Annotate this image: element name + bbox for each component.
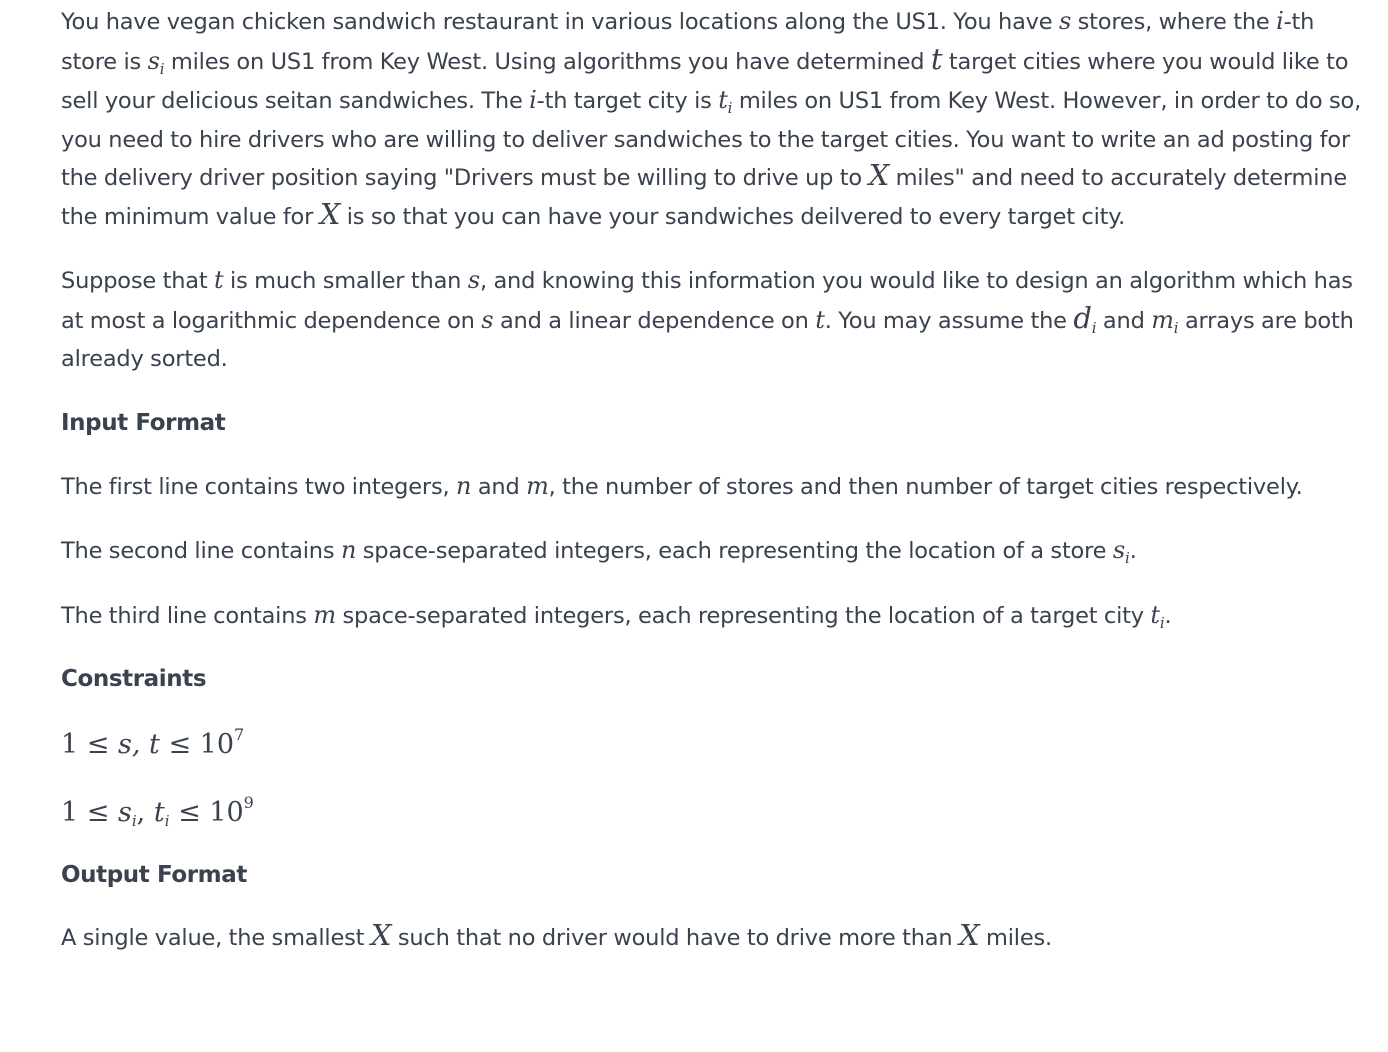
- math-var: s: [481, 305, 494, 334]
- text: miles on US1 from Key West. Using algorithms you have determined: [164, 48, 931, 75]
- math-var: d: [1073, 300, 1092, 335]
- math-var: s: [147, 46, 160, 75]
- text: arrays are both already sorted.: [61, 307, 1354, 372]
- math-var: s: [117, 797, 132, 828]
- math-var: t: [718, 86, 728, 114]
- math-var: m: [1151, 305, 1174, 334]
- text: The second line contains: [61, 538, 341, 564]
- math-exponent: 7: [234, 725, 245, 744]
- input-line-1: [61, 467, 1366, 507]
- math-var: i: [529, 86, 537, 114]
- text: . You may assume the: [824, 307, 1074, 334]
- text: such that no driver would have to drive more than: [391, 925, 959, 951]
- text: A single value, the smallest: [61, 925, 371, 951]
- text: miles on US1 from Key West. However, in order to do so, you need to hire drivers who are willing to deliver sandwiches to the target cities. You want to write an ad posting for the delivery driver position saying "Drivers must be willing to drive up to: [61, 88, 1362, 191]
- input-format-heading: Input Format: [61, 409, 226, 436]
- math-var: s: [1058, 7, 1072, 35]
- constraint-1: [61, 725, 1366, 765]
- math-var: t: [214, 266, 224, 294]
- math-number: 10: [199, 729, 235, 760]
- text: and: [471, 473, 527, 500]
- math-var: i: [1276, 7, 1284, 35]
- math-number: 1: [61, 729, 79, 760]
- text: -th target city is: [536, 88, 719, 114]
- text: miles" and need to accurately determine the minimum value for: [61, 165, 1347, 230]
- math-var: t: [815, 305, 825, 334]
- math-var: m: [313, 600, 336, 629]
- math-subscript: i: [1173, 318, 1179, 337]
- constraint-2: [61, 793, 1366, 833]
- text: The first line contains two integers,: [61, 473, 456, 500]
- output-format-heading: Output Format: [61, 862, 247, 888]
- math-subscript: i: [727, 99, 733, 117]
- text: .: [1129, 538, 1137, 564]
- math-subscript: i: [1125, 549, 1130, 567]
- text: stores, where the: [1071, 9, 1277, 35]
- math-var: X: [370, 918, 392, 952]
- math-var: t: [1150, 600, 1160, 629]
- problem-statement: [61, 0, 1366, 958]
- math-var: n: [456, 471, 472, 500]
- text: and a linear dependence on: [493, 307, 816, 334]
- math-subscript: i: [159, 59, 165, 78]
- text: is much smaller than: [223, 268, 468, 294]
- math-var: s: [1112, 536, 1126, 564]
- math-var: s, t: [117, 729, 160, 760]
- text: is so that you can have your sandwiches deilvered to every target city.: [340, 203, 1126, 230]
- math-number: 10: [209, 797, 244, 828]
- constraints-heading: Constraints: [61, 666, 207, 692]
- text: space-separated integers, each representing the location of a store: [356, 538, 1113, 564]
- math-var: X: [319, 196, 341, 231]
- input-line-2: [61, 531, 1366, 571]
- math-operator: ≤: [78, 729, 118, 760]
- intro-paragraph: [61, 2, 1366, 236]
- text: target cities where you would like to sell your delicious seitan sandwiches. The: [61, 48, 1349, 114]
- math-operator: ≤: [78, 797, 118, 828]
- math-punct: ,: [136, 797, 154, 828]
- math-subscript: i: [131, 812, 137, 830]
- text: , the number of stores and then number of target cities respectively.: [548, 473, 1303, 500]
- math-var: n: [340, 536, 357, 564]
- math-subscript: i: [164, 812, 170, 830]
- text: Suppose that: [61, 268, 215, 294]
- math-var: X: [959, 918, 980, 952]
- math-exponent: 9: [243, 793, 254, 812]
- text: , and knowing this information you would like to design an algorithm which has at most a logarithmic dependence on: [61, 268, 1353, 334]
- math-number: 1: [61, 797, 79, 828]
- text: You have vegan chicken sandwich restaurant in various locations along the US1. You have: [61, 9, 1059, 35]
- assumption-paragraph: [61, 261, 1366, 379]
- math-operator: ≤: [169, 797, 210, 828]
- text: space-separated integers, each representing the location of a target city: [335, 602, 1151, 629]
- math-operator: ≤: [159, 729, 200, 760]
- output-line: [61, 919, 1366, 958]
- text: -th store is: [61, 9, 1315, 75]
- text: .: [1164, 602, 1172, 629]
- math-var: t: [930, 41, 943, 76]
- text: miles.: [979, 925, 1052, 951]
- math-var: s: [467, 266, 480, 294]
- text: The third line contains: [61, 602, 314, 629]
- math-subscript: i: [1159, 613, 1165, 632]
- math-var: X: [868, 158, 890, 192]
- math-subscript: i: [1091, 318, 1097, 337]
- math-var: m: [526, 471, 549, 500]
- text: and: [1096, 307, 1152, 334]
- math-var: t: [153, 797, 165, 828]
- input-line-3: [61, 596, 1366, 636]
